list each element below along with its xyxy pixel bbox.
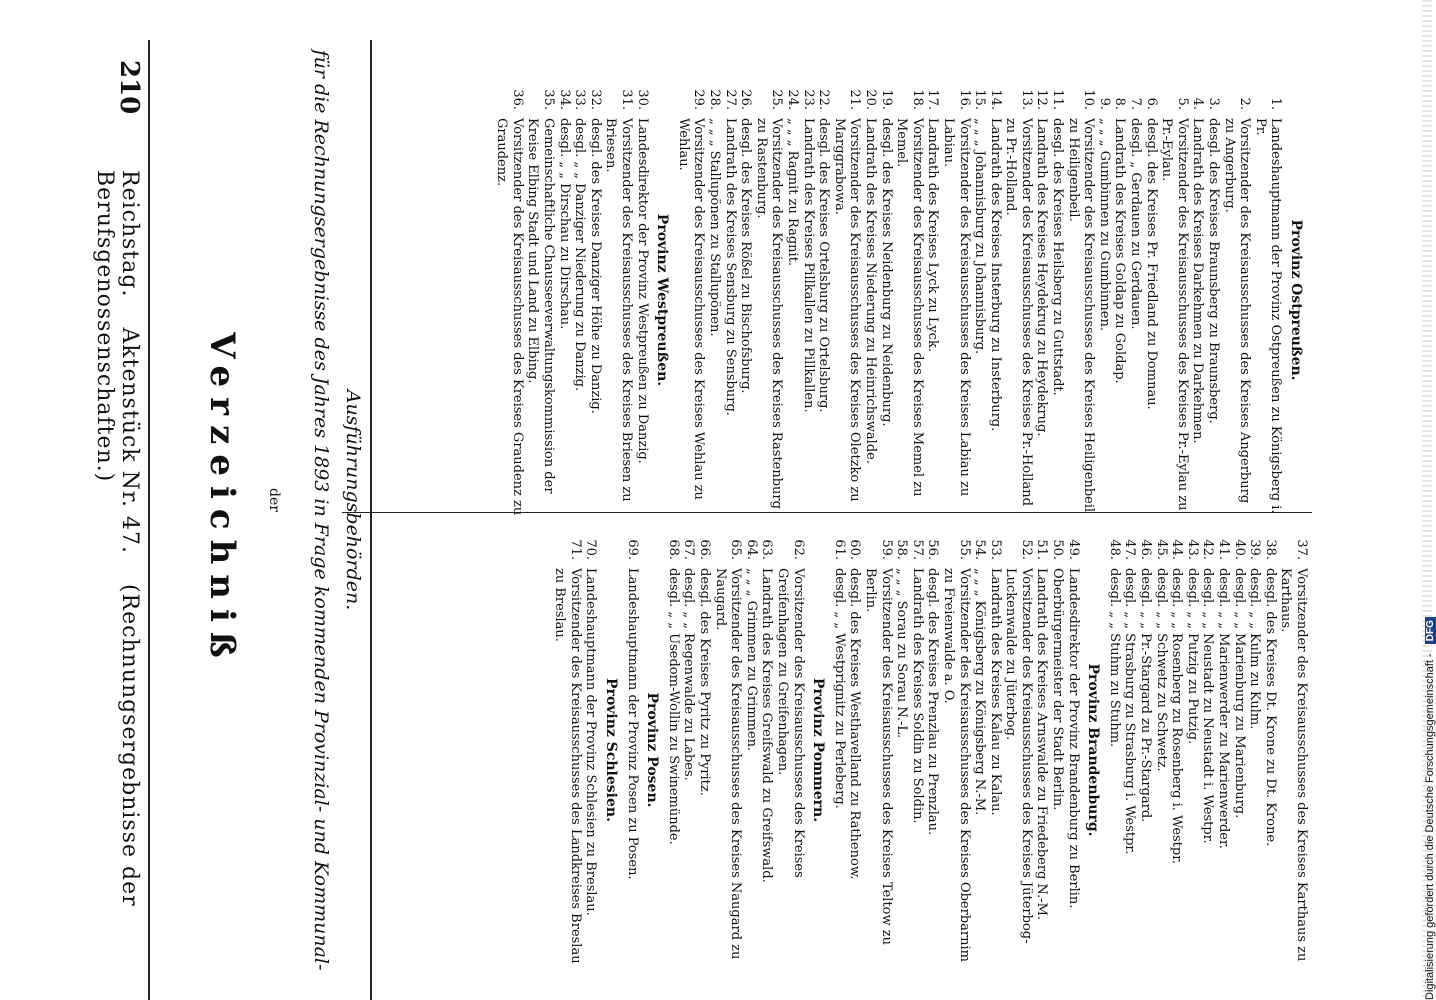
entry-number: 3. xyxy=(1206,97,1222,110)
list-entry xyxy=(743,530,759,970)
list-entry xyxy=(1065,80,1096,520)
list-entry xyxy=(1034,530,1050,970)
list-entry xyxy=(738,80,754,520)
header-rule xyxy=(148,40,150,1000)
entry-number: 4. xyxy=(1190,97,1206,110)
right-column xyxy=(552,530,1309,970)
left-column xyxy=(494,80,1309,520)
entry-number: 1. xyxy=(1268,97,1284,110)
entry-number: 54. xyxy=(972,539,988,560)
entry-number: 30. xyxy=(634,89,650,110)
page-number: 210 xyxy=(114,60,144,115)
entry-number: 34. xyxy=(556,89,572,110)
entry-number: 13. xyxy=(1018,89,1034,110)
list-entry xyxy=(1106,530,1122,970)
running-title-part: (Rechnungsergebnisse der Berufsgenossenschaften.) xyxy=(92,170,142,907)
entry-number: 6. xyxy=(1143,97,1159,110)
list-entry xyxy=(1003,80,1034,520)
entry-text: Vorsitzender des Kreisausschusses des Kreises Angerburg zu Angerburg. xyxy=(1221,118,1253,504)
entry-text: Vorsitzender des Kreisausschusses des Kreises Pr.-Holland zu Pr.-Holland. xyxy=(1003,118,1034,506)
document-title: Verzeichniß xyxy=(202,332,242,668)
entry-text: Vorsitzender des Kreisausschusses des Kreises Jüterbog-Luckenwalde zu Jüterbog. xyxy=(1003,568,1034,944)
entry-number: 61. xyxy=(831,539,847,560)
entry-text: Landrath des Kreises Arnswalde zu Friedeberg N.-M. xyxy=(1034,568,1050,921)
list-entry xyxy=(972,530,988,970)
entry-text: Vorsitzender des Kreisausschusses des Kreises Graudenz zu Graudenz. xyxy=(494,118,525,516)
list-entry xyxy=(774,530,805,970)
entry-text: „ „ „ Johannisburg zu Johannisburg. xyxy=(972,118,988,355)
list-entry xyxy=(681,530,697,970)
entry-number: 50. xyxy=(1050,539,1066,560)
entry-number: 24. xyxy=(785,89,800,110)
list-entry xyxy=(494,80,525,520)
entry-text: „ „ „ Gumbinnen zu Gumbinnen. xyxy=(1096,118,1112,331)
list-entry xyxy=(925,80,941,520)
list-entry xyxy=(1205,80,1221,520)
entry-number: 11. xyxy=(1050,89,1066,110)
entry-text: Vorsitzender des Kreisausschusses des Kreises Labiau zu Labiau. xyxy=(940,118,972,497)
list-entry xyxy=(862,530,893,970)
entry-number: 71. xyxy=(567,539,583,560)
entry-number: 45. xyxy=(1153,539,1169,560)
list-entry xyxy=(1184,530,1200,970)
list-entry xyxy=(753,80,784,520)
entry-text: Landrath des Kreises Kalau zu Kalau. xyxy=(987,568,1003,816)
entry-text: desgl. des Kreises Neidenburg zu Neidenburg. xyxy=(878,118,894,427)
entry-number: 5. xyxy=(1174,97,1190,110)
entry-number: 40. xyxy=(1231,539,1247,560)
entry-number: 55. xyxy=(956,539,972,560)
entry-text: Vorsitzender des Kreisausschusses des Kreises Oletzko zu Marggrabowa. xyxy=(831,118,863,502)
entry-number: 7. xyxy=(1128,97,1144,110)
running-title-part: Reichstag. xyxy=(117,170,142,298)
entry-text: Vorsitzender des Kreisausschusses des Kreises Memel zu Memel. xyxy=(894,118,925,497)
entry-text: desgl. des Kreises Braunsberg zu Braunsberg. xyxy=(1206,118,1222,424)
entry-number: 65. xyxy=(728,539,744,560)
list-entry xyxy=(1169,530,1185,970)
entry-text: desgl. „ Gerdauen zu Gerdauen. xyxy=(1128,118,1144,330)
entry-number: 12. xyxy=(1034,89,1050,110)
province-heading: Provinz Brandenburg. xyxy=(1085,663,1102,837)
entry-text: Landrath des Kreises Greifswald zu Greifswald. xyxy=(759,568,775,883)
province-heading: Provinz Ostpreußen. xyxy=(1288,219,1304,381)
entry-number: 2. xyxy=(1237,97,1253,110)
entry-text: desgl. „ „ Stuhm zu Stuhm. xyxy=(1106,568,1122,748)
list-entry xyxy=(1153,530,1169,970)
entry-number: 63. xyxy=(759,539,775,560)
entry-number: 56. xyxy=(925,539,941,560)
entry-text: Vorsitzender des Kreisausschusses des Kreises Oberbarnim zu Freienwalde a. O. xyxy=(940,568,972,962)
entry-number: 28. xyxy=(707,89,723,110)
title-subtitle: für die Rechnungsergebnisse des Jahres 1893 in Frage kommenden Provinzial- und Kommunal- xyxy=(310,49,332,971)
entry-number: 29. xyxy=(691,89,707,110)
list-entry xyxy=(1050,530,1066,970)
entry-text: Vorsitzender des Kreisausschusses des Kreises Heiligenbeil zu Heiligenbeil. xyxy=(1065,118,1097,513)
entry-text: Landrath des Kreises Lyck zu Lyck. xyxy=(925,118,941,352)
entry-text: desgl. „ „ Putzig zu Putzig. xyxy=(1184,568,1200,745)
entry-text: Oberbürgermeister der Stadt Berlin. xyxy=(1050,568,1066,811)
list-entry xyxy=(831,530,847,970)
entry-text: „ „ „ Sorau zu Sorau N.-L. xyxy=(894,568,910,739)
list-entry xyxy=(1247,530,1263,970)
entry-text: Vorsitzender des Kreisausschusses des Kreises Naugard zu Naugard. xyxy=(712,568,744,960)
entry-number: 68. xyxy=(665,539,681,560)
entry-number: 14. xyxy=(987,89,1003,110)
list-entry xyxy=(831,80,862,520)
entry-text: Vorsitzender des Kreisausschusses des Landkreises Breslau zu Breslau. xyxy=(552,568,583,964)
list-entry xyxy=(712,530,743,970)
entry-text: Landesdirektor der Provinz Brandenburg zu Berlin. xyxy=(1065,568,1081,909)
entry-text: „ „ „ Königsberg zu Königsberg N.-M. xyxy=(972,568,988,816)
list-entry xyxy=(1065,530,1081,970)
province-heading: Provinz Pommern. xyxy=(810,677,827,823)
entry-text: desgl. des Kreises Pr. Friedland zu Domnau. xyxy=(1143,118,1159,410)
entry-number: 33. xyxy=(572,89,588,110)
entry-number: 21. xyxy=(847,89,863,110)
entry-number: 18. xyxy=(909,89,925,110)
entry-text: desgl. „ „ Danziger Niederung zu Danzig. xyxy=(572,118,588,392)
entry-text: desgl. des Kreises Prenzlau zu Prenzlau. xyxy=(925,568,941,836)
running-title xyxy=(92,170,142,960)
entry-number: 69. xyxy=(624,539,640,560)
entry-number: 17. xyxy=(925,89,941,110)
entry-number: 19. xyxy=(878,89,894,110)
list-entry xyxy=(1003,530,1034,970)
list-entry xyxy=(722,80,738,520)
title-article: der xyxy=(266,488,282,512)
entry-number: 22. xyxy=(816,89,832,110)
entry-number: 47. xyxy=(1122,539,1138,560)
province-heading: Provinz Westpreußen. xyxy=(654,213,671,387)
entry-text: Landrath des Kreises Heydekrug zu Heydekrug. xyxy=(1034,118,1050,437)
entry-text: desgl. des Kreises Westhavelland zu Rathenow. xyxy=(847,568,863,880)
entry-text: „ „ „ Grimmen zu Grimmen. xyxy=(743,568,759,752)
entry-number: 9. xyxy=(1096,97,1112,110)
entry-text: desgl. des Kreises Rößel zu Bischofsburg. xyxy=(738,118,754,394)
entry-number: 64. xyxy=(743,539,759,560)
entry-number: 57. xyxy=(909,539,925,560)
list-entry xyxy=(1112,80,1128,520)
list-entry xyxy=(940,80,971,520)
entry-number: 48. xyxy=(1106,539,1122,560)
entry-text: „ „ „ Ragnit zu Ragnit. xyxy=(785,118,800,267)
entry-number: 20. xyxy=(862,89,878,110)
entry-text: Vorsitzender des Kreisausschusses des Kreises Pr.-Eylau zu Pr.-Eylau. xyxy=(1159,118,1190,511)
dfg-logo: DFG xyxy=(1425,617,1436,644)
entry-text: desgl. des Kreises Dt. Krone zu Dt. Krone. xyxy=(1262,568,1278,847)
entry-text: Landeshauptmann der Provinz Ostpreußen zu Königsberg i. Pr. xyxy=(1252,118,1284,514)
entry-text: Gemeinschaftliche Chausseeverwaltungskommission der Kreise Elbing Stadt und Land zu Elbing. xyxy=(525,118,557,494)
list-entry xyxy=(940,530,971,970)
list-entry xyxy=(1262,530,1278,970)
list-entry xyxy=(675,80,706,520)
entry-number: 32. xyxy=(587,89,603,110)
list-entry xyxy=(847,530,863,970)
entry-text: „ „ „ Stallupönen zu Stallupönen. xyxy=(707,118,723,337)
entry-text: Landrath des Kreises Sensburg zu Sensburg. xyxy=(722,118,738,416)
entry-number: 58. xyxy=(894,539,910,560)
entry-number: 43. xyxy=(1184,539,1200,560)
list-entry xyxy=(552,530,583,970)
entry-number: 44. xyxy=(1169,539,1185,560)
entry-number: 67. xyxy=(681,539,697,560)
list-entry xyxy=(862,80,878,520)
entry-text: Landrath des Kreises Insterburg zu Insterburg. xyxy=(987,118,1003,432)
list-entry xyxy=(1200,530,1216,970)
list-entry xyxy=(1252,80,1283,520)
list-entry xyxy=(1190,80,1206,520)
list-entry xyxy=(987,80,1003,520)
entry-text: Landrath des Kreises Soldin zu Soldin. xyxy=(909,568,925,824)
entry-number: 36. xyxy=(509,89,525,110)
list-entry xyxy=(665,530,681,970)
entry-number: 26. xyxy=(738,89,754,110)
list-entry xyxy=(878,80,894,520)
entry-text: Landrath des Kreises Darkehmen zu Darkehmen. xyxy=(1190,118,1206,444)
entry-number: 53. xyxy=(987,539,1003,560)
entry-text: desgl. „ „ Regenwalde zu Labes. xyxy=(681,568,697,781)
list-entry xyxy=(1050,80,1066,520)
entry-text: Landeshauptmann der Provinz Posen zu Posen. xyxy=(624,568,640,880)
province-heading: Provinz Posen. xyxy=(644,692,661,808)
list-entry xyxy=(894,80,925,520)
entry-text: Vorsitzender des Kreisausschusses des Kreises Briesen zu Briesen. xyxy=(603,118,635,502)
list-entry xyxy=(1096,80,1112,520)
entry-text: desgl. „ „ Kulm zu Kulm. xyxy=(1247,568,1263,730)
list-entry xyxy=(525,80,556,520)
running-header xyxy=(92,60,144,960)
list-entry xyxy=(1159,80,1190,520)
entry-number: 8. xyxy=(1112,97,1128,110)
list-entry xyxy=(1034,80,1050,520)
entry-text: desgl. des Kreises Pyritz zu Pyritz. xyxy=(697,568,713,796)
entry-text: desgl. „ „ Westprignitz zu Perleberg. xyxy=(831,568,847,809)
list-entry xyxy=(587,80,603,520)
list-entry xyxy=(1221,80,1252,520)
list-entry xyxy=(759,530,775,970)
entry-number: 39. xyxy=(1247,539,1263,560)
entry-number: 41. xyxy=(1216,539,1232,560)
entry-number: 51. xyxy=(1034,539,1050,560)
entry-number: 27. xyxy=(722,89,738,110)
list-entry xyxy=(556,80,572,520)
digitization-footer xyxy=(1424,100,1436,1000)
entry-text: Vorsitzender des Kreisausschusses des Kreises Greifenhagen zu Greifenhagen. xyxy=(775,568,806,878)
entry-text: desgl. „ „ Dirschau zu Dirschau. xyxy=(556,118,572,330)
entry-text: Vorsitzender des Kreisausschusses des Kreises Rastenburg zu Rastenburg. xyxy=(753,118,785,509)
list-entry xyxy=(816,80,832,520)
list-entry xyxy=(1137,530,1153,970)
list-entry xyxy=(1231,530,1247,970)
entry-text: desgl. „ „ Schwetz zu Schwetz. xyxy=(1153,568,1169,772)
entry-number: 66. xyxy=(697,539,713,560)
footer-text: Digitalisierung gefördert durch die Deutsche Forschungsgemeinschaft - xyxy=(1424,653,1436,1000)
list-entry xyxy=(603,80,634,520)
entry-number: 10. xyxy=(1081,89,1097,110)
list-entry xyxy=(1278,530,1309,970)
entry-number: 35. xyxy=(541,89,557,110)
entry-text: Landrath des Kreises Niederung zu Heinrichswalde. xyxy=(862,118,878,464)
entry-number: 38. xyxy=(1262,539,1278,560)
title-rule xyxy=(370,40,372,1000)
title-subtitle-2: Ausführungsbehörden. xyxy=(342,389,364,611)
entry-number: 25. xyxy=(769,89,785,110)
list-entry xyxy=(1143,80,1159,520)
entry-number: 70. xyxy=(583,539,599,560)
list-entry xyxy=(909,530,925,970)
entry-number: 60. xyxy=(847,539,863,560)
entry-number: 46. xyxy=(1138,539,1154,560)
entry-number: 16. xyxy=(956,89,972,110)
list-entry xyxy=(1215,530,1231,970)
list-entry xyxy=(706,80,722,520)
entry-text: Vorsitzender des Kreisausschusses des Kreises Teltow zu Berlin. xyxy=(862,568,894,945)
list-entry xyxy=(624,530,640,970)
province-heading: Provinz Schlesien. xyxy=(603,678,620,822)
entry-text: Landeshauptmann der Provinz Schlesien zu Breslau. xyxy=(583,568,599,916)
entry-text: Landesdirektor der Provinz Westpreußen zu Danzig. xyxy=(634,118,650,464)
entry-text: Vorsitzender des Kreisausschusses des Kreises Wehlau zu Wehlau. xyxy=(675,118,707,500)
entry-number: 37. xyxy=(1294,539,1309,560)
entry-text: Landrath des Kreises Pillkallen zu Pillkallen. xyxy=(800,118,816,413)
list-entry xyxy=(784,80,800,520)
entry-text: desgl. „ „ Strasburg zu Strasburg i. Westpr. xyxy=(1122,568,1138,855)
list-entry xyxy=(1127,80,1143,520)
entry-number: 52. xyxy=(1018,539,1034,560)
entry-text: Landrath des Kreises Goldap zu Goldap. xyxy=(1112,118,1128,384)
entry-number: 15. xyxy=(972,89,988,110)
list-entry xyxy=(634,80,650,520)
list-entry xyxy=(972,80,988,520)
entry-text: desgl. „ „ Pr.-Stargard zu Pr.-Stargard. xyxy=(1138,568,1154,823)
list-entry xyxy=(583,530,599,970)
list-entry xyxy=(925,530,941,970)
list-entry xyxy=(800,80,816,520)
entry-number: 23. xyxy=(800,89,816,110)
entry-text: desgl. „ „ Usedom-Wollin zu Swinemünde. xyxy=(665,568,681,845)
entry-text: desgl. des Kreises Danziger Höhe zu Danzig. xyxy=(587,118,603,414)
entry-text: desgl. „ „ Marienwerder zu Marienwerder. xyxy=(1216,568,1232,849)
entry-number: 31. xyxy=(619,89,635,110)
list-entry xyxy=(894,530,910,970)
entry-text: desgl. „ „ Marienburg zu Marienburg. xyxy=(1231,568,1247,819)
entry-number: 62. xyxy=(790,539,806,560)
list-entry xyxy=(696,530,712,970)
entry-text: desgl. „ „ Rosenberg zu Rosenberg i. Westpr. xyxy=(1169,568,1185,865)
entry-text: desgl. des Kreises Ortelsburg zu Ortelsburg. xyxy=(816,118,832,413)
list-entry xyxy=(1122,530,1138,970)
entry-number: 59. xyxy=(878,539,894,560)
entry-text: desgl. des Kreises Heilsberg zu Guttstadt. xyxy=(1050,118,1066,396)
running-title-part: Aktenstück Nr. 47. xyxy=(117,327,142,554)
entry-number: 42. xyxy=(1200,539,1216,560)
list-entry xyxy=(572,80,588,520)
list-entry xyxy=(987,530,1003,970)
entry-number: 49. xyxy=(1065,539,1081,560)
entry-text: desgl. „ „ Neustadt zu Neustadt i. Westpr. xyxy=(1200,568,1216,844)
entry-text: Vorsitzender des Kreisausschusses des Kreises Karthaus zu Karthaus. xyxy=(1278,568,1309,962)
